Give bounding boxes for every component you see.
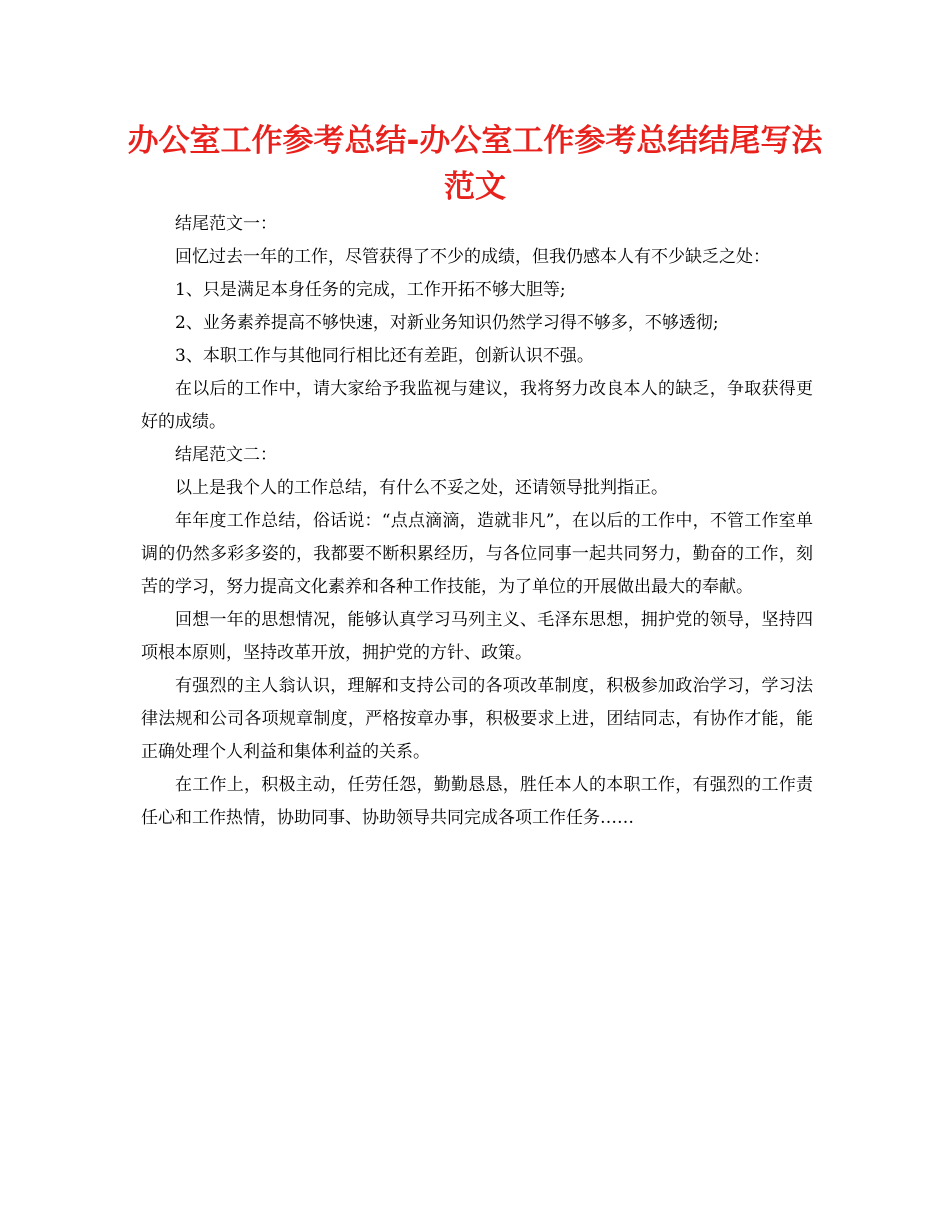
paragraph-ownership: 有强烈的主人翁认识，理解和支持公司的各项改革制度，积极参加政治学习，学习法律法规和公司各项规章制度，严格按章办事，积极要求上进，团结同志，有协作才能，能正确处理个人利益和集体利益的关系。 — [141, 676, 813, 762]
paragraph-review-intro: 回忆过去一年的工作，尽管获得了不少的成绩，但我仍感本人有不少缺乏之处： — [175, 247, 770, 267]
paragraph-shortcoming-1: 1、只是满足本身任务的完成，工作开拓不够大胆等; — [175, 280, 566, 300]
paragraph-thought-review: 回想一年的思想情况，能够认真学习马列主义、毛泽东思想，拥护党的领导，坚持四项根本原则，坚持改革开放，拥护党的方针、政策。 — [141, 610, 813, 663]
paragraph-summary-closing: 以上是我个人的工作总结，有什么不妥之处，还请领导批判指正。 — [175, 478, 668, 498]
paragraph-future-work: 在以后的工作中，请大家给予我监视与建议，我将努力改良本人的缺乏，争取获得更好的成绩。 — [141, 379, 813, 432]
document-body — [141, 208, 813, 835]
document-title: 办公室工作参考总结-办公室工作参考总结结尾写法范文 — [127, 123, 823, 205]
paragraph-ending-sample-two-heading: 结尾范文二： — [175, 445, 277, 465]
paragraph-shortcoming-3: 3、本职工作与其他同行相比还有差距，创新认识不强。 — [175, 346, 594, 366]
paragraph-ending-sample-one-heading: 结尾范文一： — [175, 214, 277, 234]
paragraph-shortcoming-2: 2、业务素养提高不够快速，对新业务知识仍然学习得不够多，不够透彻; — [175, 313, 719, 333]
paragraph-work-attitude: 在工作上，积极主动，任劳任怨，勤勤恳恳，胜任本人的本职工作，有强烈的工作责任心和工作热情，协助同事、协助领导共同完成各项工作任务…… — [141, 775, 813, 828]
paragraph-annual-summary: 年年度工作总结，俗话说：“点点滴滴，造就非凡”，在以后的工作中，不管工作室单调的仍然多彩多姿的，我都要不断积累经历，与各位同事一起共同努力，勤奋的工作，刻苦的学习，努力提高文化素养和各种工作技能，为了单位的开展做出最大的奉献。 — [141, 511, 813, 597]
